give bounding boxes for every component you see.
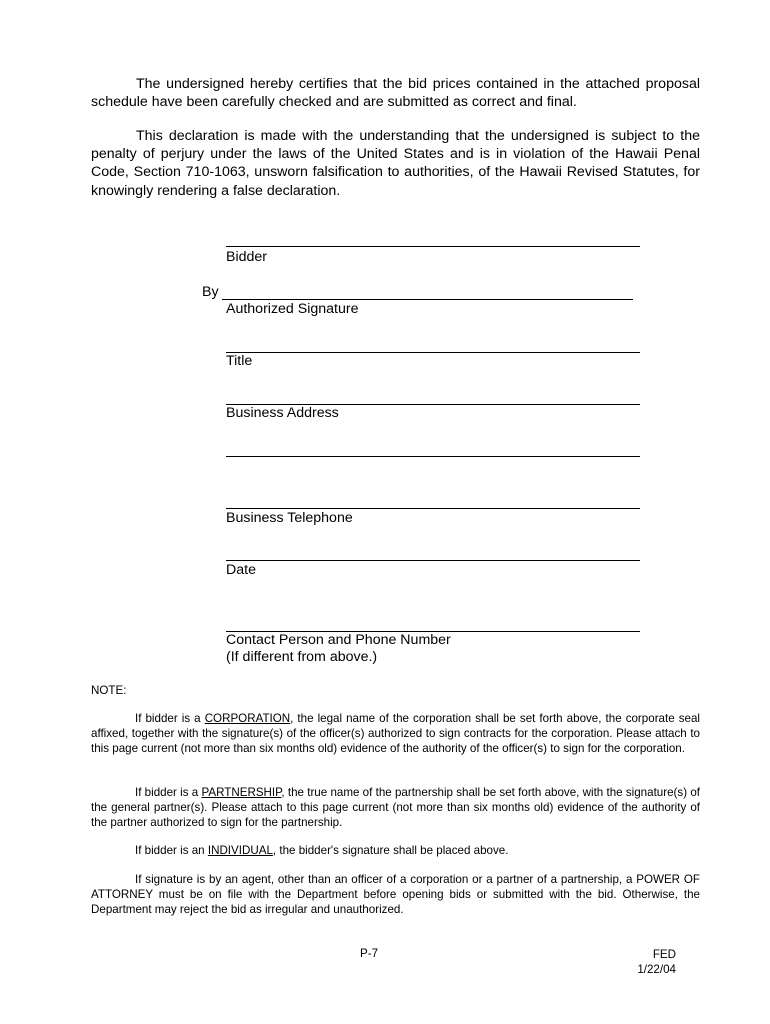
authorized-signature-label: Authorized Signature [226, 301, 359, 317]
business-address-label: Business Address [226, 405, 339, 421]
note-individual: If bidder is an INDIVIDUAL, the bidder's signature shall be placed above. [135, 844, 509, 857]
title-line[interactable] [226, 352, 640, 353]
by-prefix: By [202, 284, 219, 300]
certification-paragraph: The undersigned hereby certifies that the bid prices contained in the attached proposal schedule have been carefully checked and are submitted as correct and final. [91, 76, 700, 111]
partnership-term: PARTNERSHIP [201, 786, 282, 799]
note-agent: If signature is by an agent, other than an officer of a corporation or a partner of a partnership, a POWER OF ATTORNEY must be on file with the Department before opening bids or submitted with the bid. Otherwise, the Department may reject the bid as irregular and unauthorized. [91, 873, 700, 916]
bidder-line[interactable] [226, 246, 640, 247]
contact-sublabel: (If different from above.) [226, 649, 378, 665]
form-code-label: FED [652, 948, 676, 961]
date-line[interactable] [226, 560, 640, 561]
contact-label: Contact Person and Phone Number [226, 632, 451, 648]
note-label: NOTE: [91, 684, 127, 697]
note-corporation: If bidder is a CORPORATION, the legal name of the corporation shall be set forth above, the corporate seal affixed, together with the signature(s) of the officer(s) authorized to sign contracts for the corporation. Please attach to this page current (not more than six months old) evidence of the authority of the officer(s) to sign for the corporation. [91, 712, 700, 755]
note-partnership: If bidder is a PARTNERSHIP, the true name of the partnership shall be set forth above, with the signature(s) of the general partner(s). Please attach to this page current (not more than six months old) evidence of the authority of the partner authorized to sign for the partnership. [91, 786, 700, 829]
business-address-line-2[interactable] [226, 456, 640, 457]
business-telephone-label: Business Telephone [226, 510, 353, 526]
bidder-label: Bidder [226, 249, 268, 265]
form-date: 1/22/04 [637, 963, 676, 976]
page-number: P-7 [360, 947, 379, 960]
title-label: Title [226, 353, 253, 369]
individual-term: INDIVIDUAL [207, 844, 273, 857]
corporation-term: CORPORATION [204, 712, 291, 725]
business-telephone-line[interactable] [226, 508, 640, 509]
by-signature-row [202, 284, 634, 301]
authorized-signature-line[interactable] [222, 299, 633, 300]
form-code [600, 947, 676, 977]
declaration-paragraph: This declaration is made with the understanding that the undersigned is subject to the penalty of perjury under the laws of the United States and is in violation of the Hawaii Penal Code, Section 710-1063, unsworn falsification to authorities, of the Hawaii Revised Statutes, for knowingly rendering a false declaration. [91, 128, 700, 199]
date-label: Date [226, 562, 256, 578]
